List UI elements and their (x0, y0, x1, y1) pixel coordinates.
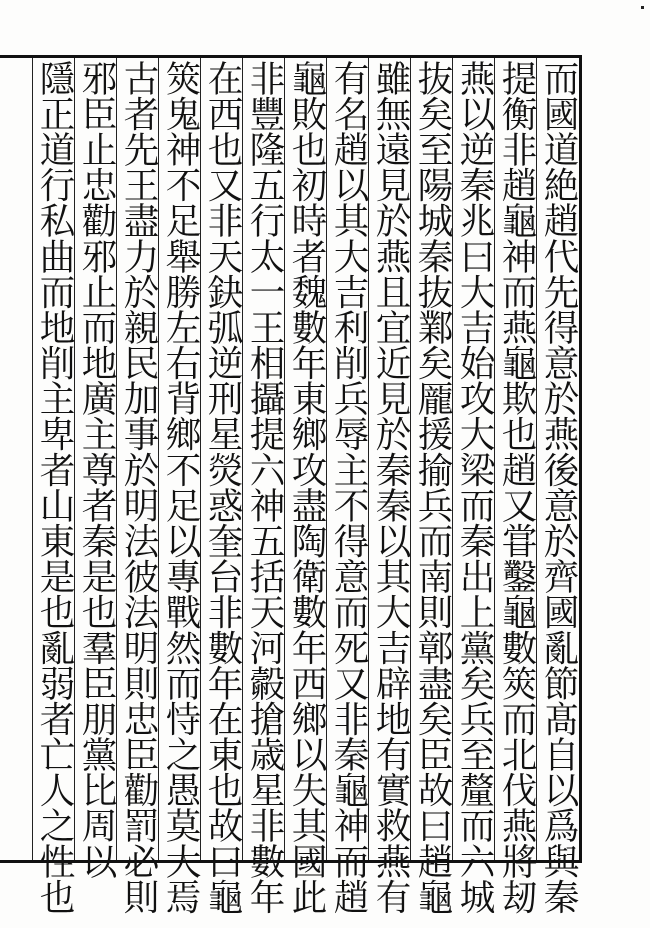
text-column-11 (116, 58, 159, 915)
text-column-1-text: 而國道絶趙代先得意於燕後意於齊國亂節髙自以爲與秦 (538, 60, 579, 915)
text-column-2-text: 提衡非趙龜神而燕龜欺也趙又甞鑿龜數筴而北伐燕將刼 (496, 60, 537, 915)
text-column-12-text: 邪臣止忠勸邪止而地廣主尊者秦是也羣臣朋黨比周以 (76, 60, 117, 879)
text-column-7-text: 龜敗也初時者魏數年東鄉攻盡陶衛數年西鄉以失其國此 (286, 60, 327, 915)
text-column-9 (200, 58, 243, 915)
text-column-5-text: 雖無遠見於燕且宜近見於秦秦以其大吉辟地有實救燕有 (370, 60, 411, 915)
text-column-10 (158, 58, 201, 915)
text-column-2 (494, 58, 537, 915)
text-column-3-text: 燕以逆秦兆曰大吉始攻大梁而秦出上黨矣兵至釐而六城 (454, 60, 495, 915)
text-column-4-text: 抜矣至陽城秦抜鄴矣龎援揄兵而南則鄣盡矣臣故曰趙龜 (412, 60, 453, 915)
text-column-10-text: 筴鬼神不足舉勝左右背鄉不足以專戰然而恃之愚莫大焉 (160, 60, 201, 915)
text-column-1 (536, 58, 579, 915)
text-column-9-text: 在西也又非天鈌弧逆刑星熒惑奎台非數年在東也故曰龜 (202, 60, 243, 915)
text-column-edge (0, 58, 32, 860)
text-column-6-text: 有名趙以其大吉利削兵辱主不得意而死又非秦龜神而趙 (328, 60, 369, 915)
text-column-7 (284, 58, 327, 915)
text-column-6 (326, 58, 369, 915)
text-column-8-text: 非豐隆五行太一王相攝提六神五括天河㲉搶歳星非數年 (244, 60, 285, 915)
text-column-4 (410, 58, 453, 915)
text-column-11-text: 古者先王盡力於親民加事於明法彼法明則忠臣勸罰必則 (118, 60, 159, 915)
ink-speck (641, 6, 644, 9)
text-column-8 (242, 58, 285, 915)
text-column-12 (74, 58, 117, 879)
text-column-13 (32, 58, 75, 915)
text-column-13-text: 隱正道行私曲而地削主卑者山東是也亂弱者亡人之性也 (34, 60, 75, 915)
text-column-3 (452, 58, 495, 915)
text-column-5 (368, 58, 411, 915)
